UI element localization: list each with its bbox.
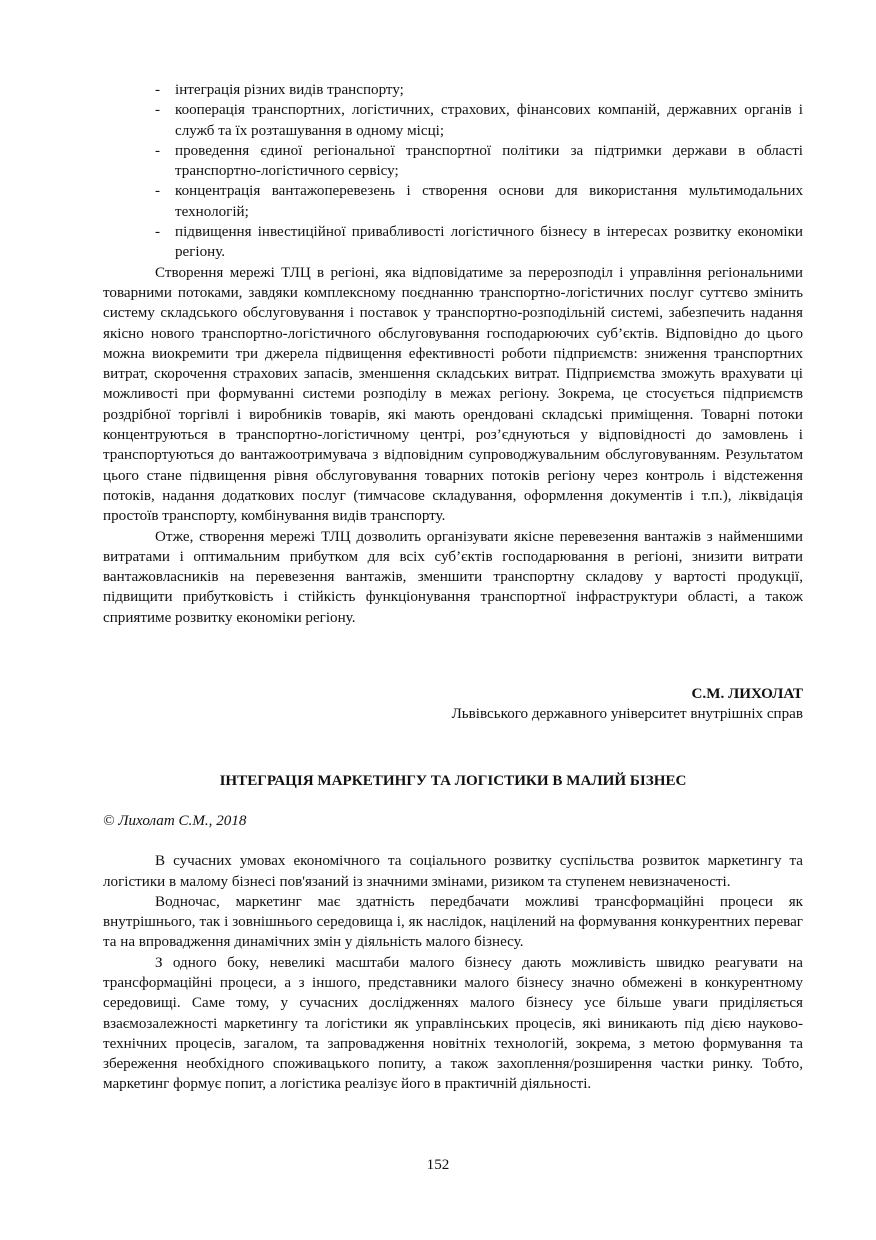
list-item-text: концентрація вантажоперевезень і створення основи для використання мультимодальних технологій; bbox=[175, 183, 803, 220]
author-name: С.М. ЛИХОЛАТ bbox=[691, 686, 803, 703]
list-item bbox=[103, 100, 803, 141]
bullet-marker: - bbox=[155, 142, 161, 159]
list-item bbox=[103, 80, 803, 100]
list-item bbox=[103, 181, 803, 222]
bullet-marker: - bbox=[155, 224, 161, 241]
copyright-line: © Лихолат С.М., 2018 bbox=[103, 812, 247, 829]
bullet-marker: - bbox=[155, 102, 161, 119]
page-number: 152 bbox=[426, 1157, 450, 1173]
list-item-text: підвищення інвестиційної привабливості логістичного бізнесу в інтересах розвитку економіки регіону. bbox=[175, 224, 803, 261]
list-item bbox=[103, 222, 803, 263]
body-paragraph: Водночас, маркетинг має здатність передбачати можливі трансформаційні процеси як внутрішнього, так і зовнішнього середовища і, як наслідок, націлений на формування конкурентних переваг та на впровадження динамічних змін у діяльність малого бізнесу. bbox=[103, 893, 803, 951]
page-content bbox=[103, 80, 803, 1095]
article-body bbox=[103, 851, 803, 1095]
bullet-list bbox=[103, 80, 803, 263]
body-paragraph: Створення мережі ТЛЦ в регіоні, яка відповідатиме за перерозподіл і управління регіональними товарними потоками, завдяки комплексному поєднанню транспортно-логістичних послуг суттєво змінить систему складського обслуговування і поставок у транспортно-розподільній системі, забезпечить надання якісно нового транспортно-логістичного обслуговування господарюючих суб’єктів. Відповідно до цього можна виокремити три джерела підвищення ефективності роботи підприємств: зниження транспортних витрат, скорочення страхових запасів, зменшення складських витрат. Підприємства зможуть врахувати ці можливості при формуванні системи розподілу в межах регіону. Зокрема, це стосується підприємств роздрібної торгівлі і виробників товарів, які мають орендовані складські приміщення. Товарні потоки концентруються в транспортно-логістичному центрі, роз’єднуються у відповідності до замовлень і транспортуються до вантажоотримувача з відповідним супроводжувальним обслуговуванням. Результатом цього стане підвищення рівня обслуговування товарних потоків регіону через контроль і відстеження потоків, надання додаткових послуг (тимчасове складування, оформлення документів і т.п.), ліквідація простоїв транспорту, комбінування видів транспорту. bbox=[103, 264, 803, 525]
author-affiliation: Львівського державного університет внутрішніх справ bbox=[451, 706, 803, 723]
list-item-text: інтеграція різних видів транспорту; bbox=[175, 82, 404, 98]
article-title: ІНТЕГРАЦІЯ МАРКЕТИНГУ ТА ЛОГІСТИКИ В МАЛИЙ БІЗНЕС bbox=[219, 772, 687, 789]
body-paragraph: Отже, створення мережі ТЛЦ дозволить організувати якісне перевезення вантажів з найменшими витратами і оптимальним прибутком для всіх суб’єктів господарювання в регіоні, знизити витрати вантажовласників на перевезення вантажів, зменшити транспортну складову у вартості продукції, підвищити прибутковість і стійкість функціонування транспортної інфраструктури області, а також сприятиме розвитку економіки регіону. bbox=[103, 528, 803, 626]
list-item-text: кооперація транспортних, логістичних, страхових, фінансових компаній, державних органів і служб та їх розташування в одному місці; bbox=[175, 102, 803, 139]
author-block bbox=[103, 684, 803, 725]
list-item-text: проведення єдиної регіональної транспортної політики за підтримки держави в області транспортно-логістичного сервісу; bbox=[175, 142, 803, 180]
body-paragraph: З одного боку, невеликі масштаби малого бізнесу дають можливість швидко реагувати на трансформаційні процеси, а з іншого, представники малого бізнесу значно обмежені в конкурентному середовищі. Саме тому, у сучасних дослідженнях малого бізнесу усе більше уваги приділяється взаємозалежності маркетингу та логістики як управлінських процесів, які виникають під дією науково-технічних процесів, загалом, та запровадження новітніх технологій, зокрема, з метою формування та збереження необхідного споживацького попиту, а також захоплення/розширення частки ринку. Тобто, маркетинг формує попит, а логістика реалізує його в практичній діяльності. bbox=[103, 954, 803, 1093]
body-paragraph: В сучасних умовах економічного та соціального розвитку суспільства розвиток маркетингу та логістики в малому бізнесі пов'язаний із значними змінами, ризиком та ступенем невизначеності. bbox=[103, 853, 803, 890]
list-item bbox=[103, 141, 803, 182]
bullet-marker: - bbox=[155, 82, 161, 98]
bullet-marker: - bbox=[155, 183, 161, 200]
